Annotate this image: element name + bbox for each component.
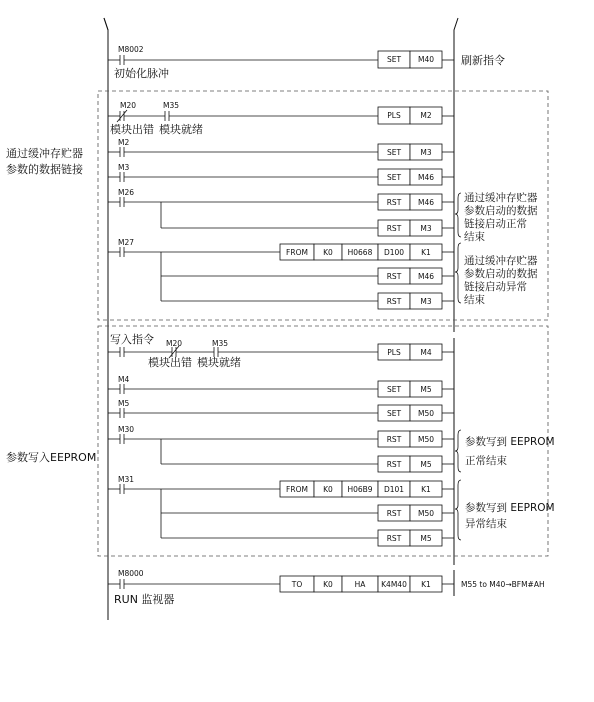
note-line: 结束 bbox=[464, 294, 485, 306]
instruction-cell: HA bbox=[354, 580, 366, 589]
instruction-cell: M50 bbox=[417, 509, 435, 518]
note-line: 通过缓冲存贮器 bbox=[464, 255, 538, 267]
contact-label: M2 bbox=[118, 138, 130, 147]
contact-label: M8000 bbox=[118, 569, 144, 578]
note-line: 参数写到 EEPROM bbox=[465, 502, 555, 514]
instruction-cell: M50 bbox=[417, 409, 435, 418]
module-error-label: 模块出错 bbox=[110, 123, 154, 136]
note-line: 异常结束 bbox=[465, 518, 507, 530]
write-cmd-label: 写入指令 bbox=[110, 333, 154, 346]
instruction-cell: SET bbox=[386, 148, 402, 157]
module-error-label: 模块出错 bbox=[148, 356, 192, 369]
instruction-cell: M4 bbox=[420, 348, 432, 357]
instruction-cell: RST bbox=[386, 198, 402, 207]
note-line: 参数启动的数据 bbox=[464, 268, 538, 280]
instruction-cell: M50 bbox=[417, 435, 435, 444]
eeprom-group-label: 参数写入EEPROM bbox=[6, 451, 97, 464]
contact-label: M30 bbox=[118, 425, 135, 434]
contact-label: M27 bbox=[118, 238, 135, 247]
instruction-cell: M3 bbox=[420, 224, 432, 233]
instruction-cell: RST bbox=[386, 534, 402, 543]
note-line: 参数写到 EEPROM bbox=[465, 436, 555, 448]
instruction-cell: SET bbox=[386, 385, 402, 394]
instruction-cell: PLS bbox=[387, 111, 401, 120]
rung-12 bbox=[108, 569, 545, 606]
right-power-rail bbox=[454, 18, 458, 102]
instruction-cell: M5 bbox=[420, 385, 432, 394]
rung-7 bbox=[108, 332, 454, 369]
rung-6 bbox=[108, 238, 538, 309]
note-line: 参数启动的数据 bbox=[464, 205, 538, 217]
instruction-cell: PLS bbox=[387, 348, 401, 357]
contact-label: M26 bbox=[118, 188, 135, 197]
instruction-cell: SET bbox=[386, 173, 402, 182]
instruction-cell: M46 bbox=[417, 173, 435, 182]
link-group-label: 通过缓冲存贮器 bbox=[6, 147, 83, 160]
instruction-cell: K0 bbox=[323, 248, 333, 257]
contact-label: M8002 bbox=[118, 45, 144, 54]
run-monitor-label: RUN 监视器 bbox=[114, 593, 175, 606]
rung-5 bbox=[108, 188, 538, 243]
instruction-cell: K1 bbox=[421, 485, 431, 494]
instruction-cell: RST bbox=[386, 509, 402, 518]
instruction-cell: M46 bbox=[417, 198, 435, 207]
instruction-cell: RST bbox=[386, 297, 402, 306]
contact-label: M4 bbox=[118, 375, 130, 384]
module-ready-label: 模块就绪 bbox=[159, 123, 203, 136]
contact-label: M35 bbox=[163, 101, 180, 110]
instruction-cell: H0668 bbox=[347, 248, 373, 257]
instruction-cell: RST bbox=[386, 435, 402, 444]
to-note-label: M55 to M40→BFM#AH bbox=[461, 580, 545, 589]
instruction-cell: K1 bbox=[421, 580, 431, 589]
module-ready-label: 模块就绪 bbox=[197, 356, 241, 369]
instruction-cell: M3 bbox=[420, 297, 432, 306]
instruction-cell: SET bbox=[386, 55, 402, 64]
rung-11 bbox=[108, 475, 555, 546]
note-line: 链接启动正常 bbox=[464, 218, 527, 230]
instruction-cell: SET bbox=[386, 409, 402, 418]
instruction-cell: K0 bbox=[323, 485, 333, 494]
instruction-cell: TO bbox=[291, 580, 303, 589]
contact-label: M5 bbox=[118, 399, 130, 408]
rung-9 bbox=[108, 399, 454, 421]
rung-8 bbox=[108, 375, 454, 397]
instruction-cell: D101 bbox=[383, 485, 405, 494]
note-line: 通过缓冲存贮器 bbox=[464, 192, 538, 204]
instruction-cell: M2 bbox=[420, 111, 432, 120]
rung-10 bbox=[108, 425, 555, 472]
init-pulse-label: 初始化脉冲 bbox=[114, 67, 169, 80]
instruction-cell: RST bbox=[386, 460, 402, 469]
instruction-cell: RST bbox=[386, 272, 402, 281]
instruction-cell: M5 bbox=[420, 534, 432, 543]
rung-3 bbox=[108, 138, 454, 160]
instruction-cell: RST bbox=[386, 224, 402, 233]
instruction-cell: M5 bbox=[420, 460, 432, 469]
link-group-label: 参数的数据链接 bbox=[6, 163, 83, 176]
note-line: 链接启动异常 bbox=[464, 281, 527, 293]
instruction-cell: M46 bbox=[417, 272, 435, 281]
instruction-cell: FROM bbox=[286, 485, 308, 494]
rung-4 bbox=[108, 163, 454, 185]
instruction-cell: FROM bbox=[286, 248, 308, 257]
rung-2 bbox=[108, 101, 454, 136]
left-power-rail bbox=[104, 18, 108, 620]
instruction-cell: K0 bbox=[323, 580, 333, 589]
instruction-cell: K1 bbox=[421, 248, 431, 257]
instruction-cell: D100 bbox=[383, 248, 405, 257]
instruction-cell: H06B9 bbox=[347, 485, 373, 494]
note-line: 正常结束 bbox=[465, 455, 507, 467]
refresh-cmd-label: 刷新指令 bbox=[461, 54, 505, 67]
contact-label: M20 bbox=[166, 339, 183, 348]
contact-label: M3 bbox=[118, 163, 130, 172]
contact-label: M35 bbox=[212, 339, 229, 348]
rung-1 bbox=[108, 45, 505, 80]
note-line: 结束 bbox=[464, 231, 485, 243]
contact-label: M31 bbox=[118, 475, 135, 484]
contact-label: M20 bbox=[120, 101, 137, 110]
instruction-cell: M3 bbox=[420, 148, 432, 157]
instruction-cell: M40 bbox=[417, 55, 435, 64]
instruction-cell: K4M40 bbox=[381, 580, 407, 589]
